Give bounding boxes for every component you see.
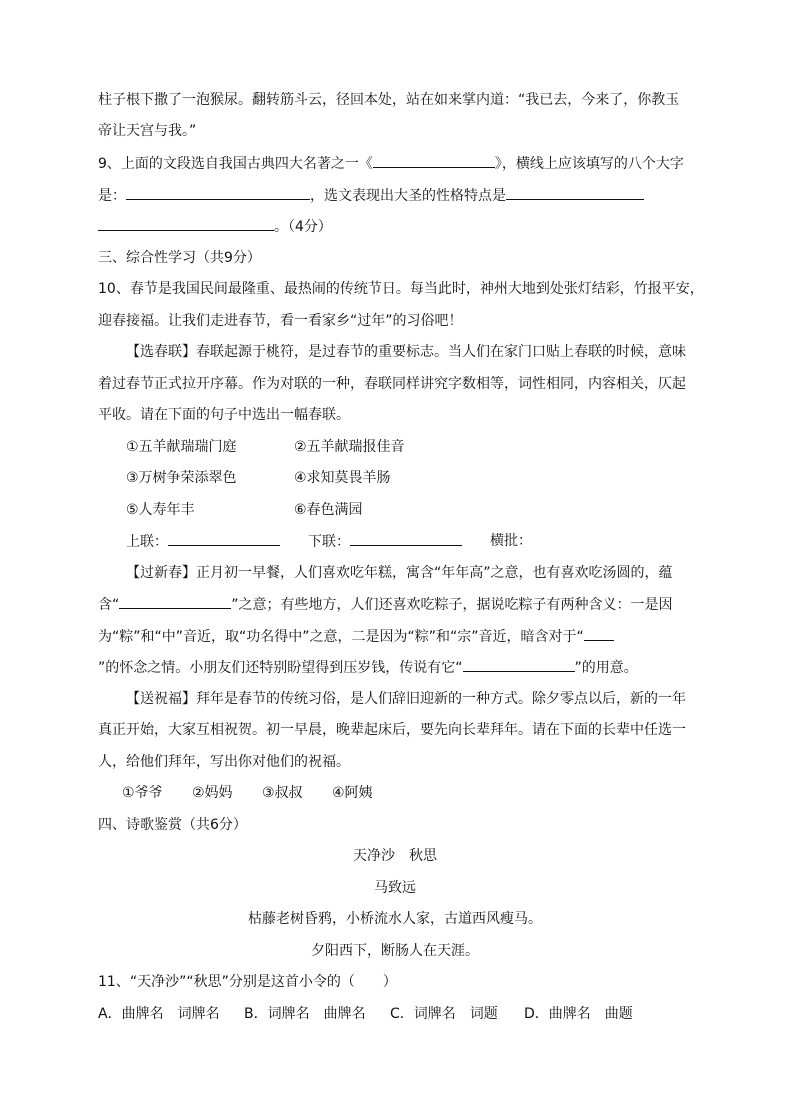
couplet-option: ②五羊献瑞报佳音	[294, 439, 405, 455]
couplet-option: ①五羊献瑞瑞门庭	[126, 439, 237, 455]
q9-line-3	[98, 216, 332, 237]
blessing-line-3: 人，给他们拜年，写出你对他们的祝福。	[98, 754, 350, 770]
couplet-answer-row	[308, 531, 462, 552]
section-3-title: 三、综合性学习（共9分）	[98, 250, 261, 266]
newyear-text: ”的怀念之情。小朋友们还特别盼望得到压岁钱，传说有它“	[98, 660, 463, 676]
blessing-line-1: 【送祝福】拜年是春节的传统习俗，是人们辞旧迎新的一种方式。除夕零点以后，新的一年	[126, 691, 686, 707]
q9-text: 9、上面的文段选自我国古典四大名著之一《	[98, 156, 373, 172]
q11-choice-a[interactable]: A．曲牌名 词牌名	[98, 1006, 220, 1022]
newyear-line-4	[98, 657, 638, 678]
couplet-answer-row	[126, 531, 280, 552]
story-line-2: 帝让天宫与我。”	[98, 123, 197, 139]
newyear-line-1: 【过新春】正月初一早餐，人们喜欢吃年糕，寓含“年年高”之意，也有喜欢吃汤圆的，蕴	[126, 565, 673, 581]
q10-intro-2: 迎春接福。让我们走进春节，看一看家乡“过年”的习俗吧！	[98, 313, 463, 329]
answer-blank[interactable]	[506, 185, 644, 200]
couplet-option: ⑤人寿年丰	[126, 502, 195, 518]
q9-line-1	[98, 153, 684, 174]
story-line-1: 柱子根下撒了一泡猴尿。翻转筋斗云，径回本处，站在如来掌内道：“我已去，今来了，你教玉	[98, 92, 680, 108]
answer-blank[interactable]	[119, 594, 231, 609]
q11-choice-b[interactable]: B．词牌名 曲牌名	[244, 1006, 366, 1022]
couplet-option: ⑥春色满园	[294, 502, 363, 518]
q11-choice-c[interactable]: C．词牌名 词题	[390, 1006, 498, 1022]
upper-label: 上联：	[126, 534, 168, 550]
elder-option: ③叔叔	[262, 785, 303, 801]
poem-title: 天净沙 秋思	[353, 848, 437, 864]
lower-blank[interactable]	[350, 531, 462, 546]
newyear-text: 含“	[98, 597, 120, 613]
couplet-line-2: 着过春节正式拉开序幕。作为对联的一种，春联同样讲究字数相等，词性相同，内容相关，仄起	[98, 376, 686, 392]
answer-blank[interactable]	[463, 657, 575, 672]
q9-text: 。（4分）	[274, 219, 332, 235]
section-4-title: 四、诗歌鉴赏（共6分）	[98, 817, 247, 833]
newyear-line-2	[98, 594, 673, 615]
newyear-text: ”的用意。	[574, 660, 638, 676]
answer-blank[interactable]	[98, 216, 274, 231]
q9-text: 》，横线上应该填写的八个大字	[494, 156, 684, 172]
elder-option: ②妈妈	[192, 785, 233, 801]
couplet-option: ③万树争荣添翠色	[126, 470, 237, 486]
q11-choice-d[interactable]: D．曲牌名 曲题	[524, 1006, 633, 1022]
q9-text: ，选文表现出大圣的性格特点是	[310, 188, 506, 204]
newyear-text: ”之意；有些地方，人们还喜欢吃粽子，据说吃粽子有两种含义：一是因	[231, 597, 673, 613]
lower-label: 下联：	[308, 534, 350, 550]
banner-label: 横批：	[490, 533, 532, 549]
answer-blank[interactable]	[584, 626, 614, 641]
poem-author: 马致远	[374, 880, 416, 896]
answer-blank[interactable]	[126, 185, 310, 200]
q10-intro-1: 10、春节是我国民间最隆重、最热闹的传统节日。每当此时，神州大地到处张灯结彩，竹报平安，	[98, 281, 704, 297]
blessing-line-2: 真正开始，大家互相祝贺。初一早晨，晚辈起床后，要先向长辈拜年。请在下面的长辈中任选一	[98, 722, 686, 738]
elder-option: ①爷爷	[122, 785, 163, 801]
elder-option: ④阿姨	[332, 785, 373, 801]
q9-text: 是：	[98, 188, 126, 204]
answer-blank[interactable]	[373, 153, 495, 168]
q9-line-2	[98, 185, 644, 206]
upper-blank[interactable]	[168, 531, 280, 546]
couplet-option: ④求知莫畏羊肠	[294, 470, 391, 486]
q11-stem: 11、“天净沙”“秋思”分别是这首小令的（ ）	[98, 974, 397, 990]
newyear-text: 为“粽”和“中”音近，取“功名得中”之意，二是因为“粽”和“宗”音近，暗含对于“	[98, 629, 584, 645]
poem-line-1: 枯藤老树昏鸦，小桥流水人家，古道西风瘦马。	[248, 911, 542, 927]
couplet-line-3: 平收。请在下面的句子中选出一幅春联。	[98, 407, 350, 423]
poem-line-2: 夕阳西下，断肠人在天涯。	[311, 943, 479, 959]
couplet-line-1: 【选春联】春联起源于桃符，是过春节的重要标志。当人们在家门口贴上春联的时候，意味	[126, 344, 686, 360]
newyear-line-3	[98, 626, 614, 647]
